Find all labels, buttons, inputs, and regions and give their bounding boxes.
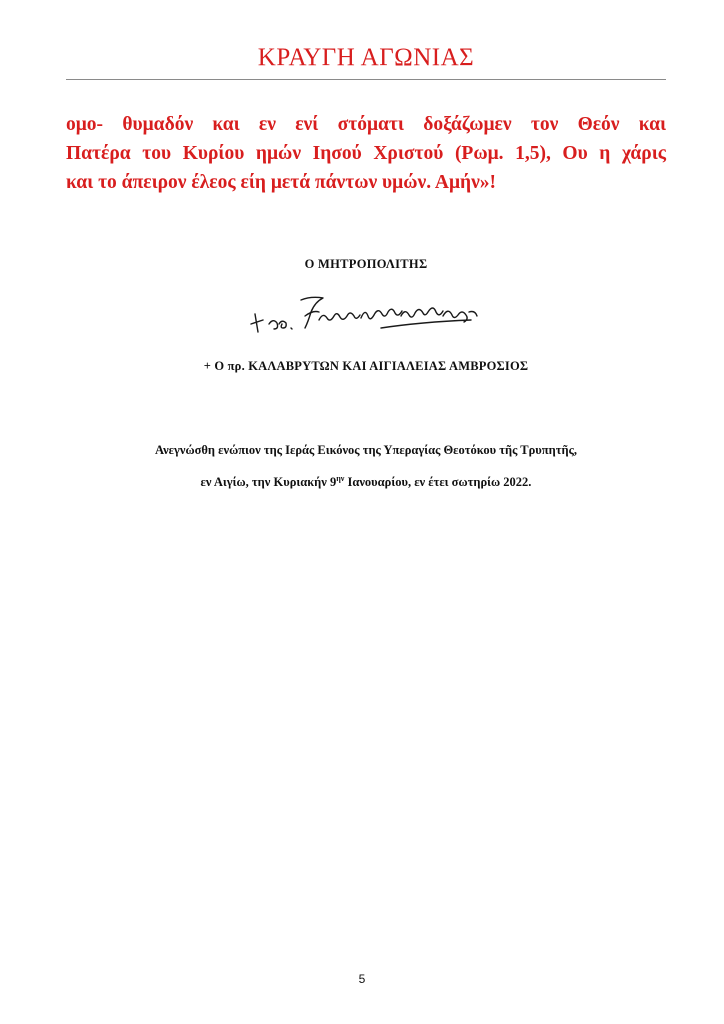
reading-note-date-line: [66, 474, 666, 490]
signatory-name: + Ο πρ. ΚΑΛΑΒΡΥΤΩΝ ΚΑΙ ΑΙΓΙΑΛΕΙΑΣ ΑΜΒΡΟΣΙΟΣ: [203, 359, 529, 373]
signature-block: [66, 256, 666, 374]
reading-note: [66, 442, 666, 490]
body-line: Πατέρα του Κυρίου ημών Ιησού Χριστού (Ρωμ. 1,5), Ου η χάρις: [66, 143, 666, 164]
ordinal-suffix: ην: [336, 474, 345, 483]
reading-note-date-rest: Ιανουαρίου, εν έτει σωτηρίω 2022.: [344, 475, 532, 489]
page-number: 5: [358, 972, 366, 986]
page-header: [66, 42, 666, 74]
body-line: και το άπειρον έλεος είη μετά πάντων υμών. Αμήν»!: [66, 172, 497, 193]
body-line: ομο- θυμαδόν και εν ενί στόματι δοξάζωμεν τον Θεόν και: [66, 114, 666, 135]
body-paragraph: [66, 110, 666, 197]
header-divider: [66, 79, 666, 80]
reading-note-line: Ανεγνώσθη ενώπιον της Ιεράς Εικόνος της Υπεραγίας Θεοτόκου τῆς Τρυπητῆς,: [155, 443, 577, 457]
signatory-title: Ο ΜΗΤΡΟΠΟΛΙΤΗΣ: [304, 257, 428, 271]
handwritten-signature: [241, 290, 491, 340]
page-title: ΚΡΑΥΓΗ ΑΓΩΝΙΑΣ: [257, 44, 475, 71]
reading-note-date-text: εν Αιγίω, την Κυριακήν 9: [200, 475, 337, 489]
